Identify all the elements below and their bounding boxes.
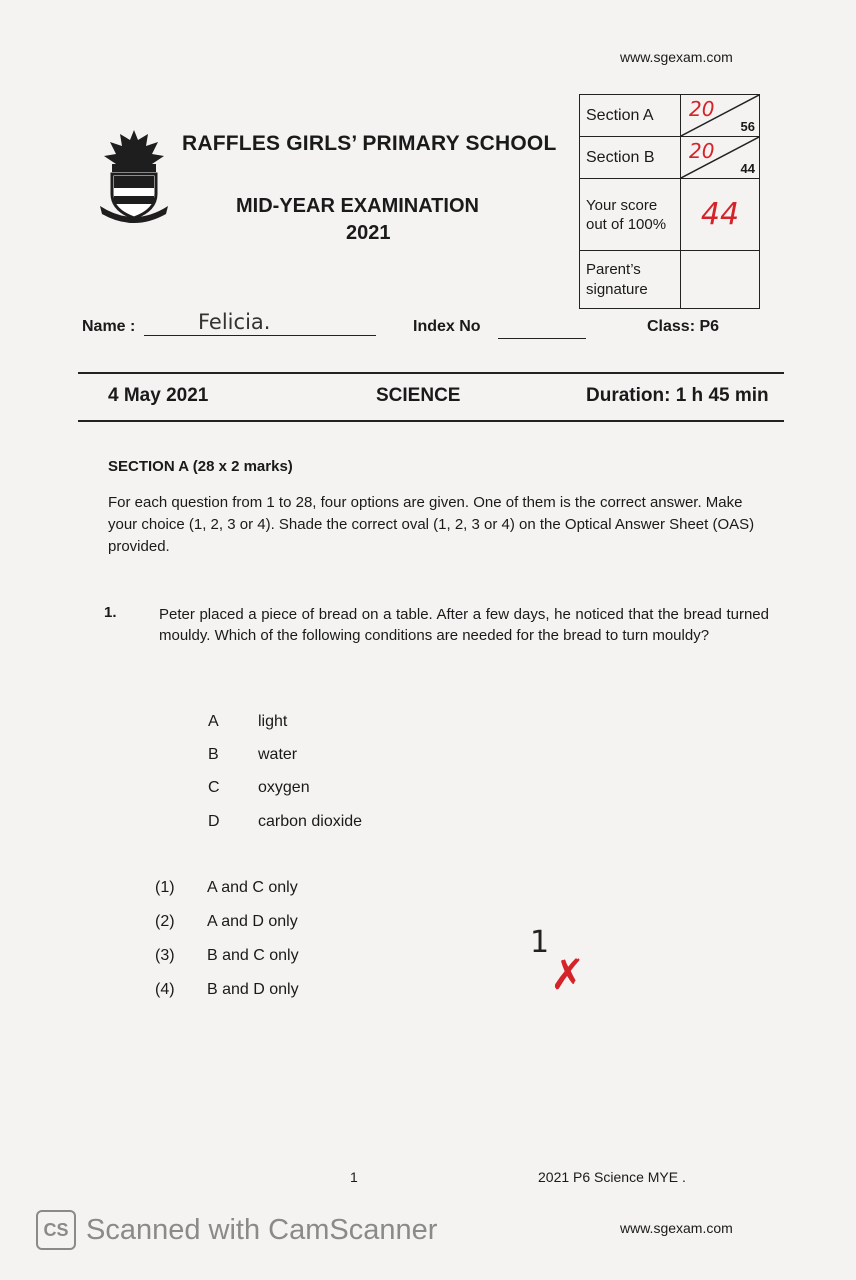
exam-title: MID-YEAR EXAMINATION [236, 195, 479, 217]
exam-duration: Duration: 1 h 45 min [586, 385, 769, 406]
score-row-signature [580, 251, 760, 309]
exam-subject: SCIENCE [376, 385, 461, 406]
index-line [498, 338, 586, 339]
parent-signature-label: Parent’s signature [580, 251, 681, 309]
option-text: A and C only [207, 879, 298, 896]
section-a-title: SECTION A (28 x 2 marks) [108, 458, 293, 475]
condition-text: oxygen [258, 779, 310, 796]
name-line [144, 335, 376, 336]
name-label: Name : [82, 318, 136, 335]
camscanner-text: Scanned with CamScanner [86, 1213, 438, 1246]
score-row-section-a [580, 95, 760, 137]
condition-text: light [258, 713, 288, 730]
section-a-max: 56 [740, 119, 755, 134]
bottom-rule [78, 420, 784, 422]
school-crest-logo [98, 128, 170, 228]
option-number: (2) [155, 913, 175, 930]
condition-letter: A [208, 713, 219, 730]
exam-date: 4 May 2021 [108, 385, 209, 406]
option-number: (1) [155, 879, 175, 896]
question-number: 1. [104, 604, 117, 621]
condition-text: water [258, 746, 298, 763]
option-text: B and C only [207, 947, 299, 964]
school-name: RAFFLES GIRLS’ PRIMARY SCHOOL [182, 132, 557, 155]
camscanner-watermark [36, 1210, 437, 1250]
class-label: Class: P6 [647, 318, 720, 335]
option-text: B and D only [207, 981, 299, 998]
wrong-mark-icon: ✗ [550, 950, 586, 999]
condition-text: carbon dioxide [258, 813, 363, 830]
website-top: www.sgexam.com [620, 49, 733, 65]
section-b-label: Section B [580, 137, 681, 179]
section-b-score-cell [681, 137, 760, 179]
condition-letter: C [208, 779, 220, 796]
question-text: Peter placed a piece of bread on a table. After a few days, he noticed that the bread turned mouldy. Which of the following conditions are needed for the bread to turn mouldy? [159, 606, 769, 644]
section-a-instructions: For each question from 1 to 28, four options are given. One of them is the correct answer. Make your choice (1, 2, 3 or 4). Shade the correct oval (1, 2, 3 or 4) on the Optical Answer Sheet (OAS) provided. [108, 494, 755, 555]
section-a-label: Section A [580, 95, 681, 137]
camscanner-logo-icon: CS [36, 1210, 76, 1250]
index-label: Index No [413, 318, 481, 335]
score-row-total [580, 179, 760, 251]
section-a-score: 20 [689, 97, 715, 121]
total-label: Your score out of 100% [580, 179, 681, 251]
handwritten-answer: 1 [530, 925, 550, 960]
total-score-cell [681, 179, 760, 251]
total-score: 44 [700, 197, 740, 232]
condition-letter: B [208, 746, 219, 763]
option-number: (4) [155, 981, 175, 998]
website-bottom: www.sgexam.com [620, 1220, 733, 1236]
option-number: (3) [155, 947, 175, 964]
score-row-section-b [580, 137, 760, 179]
option-text: A and D only [207, 913, 298, 930]
section-a-score-cell [681, 95, 760, 137]
student-name: Felicia. [198, 310, 271, 334]
exam-year: 2021 [346, 222, 391, 244]
parent-signature-field [681, 251, 760, 309]
section-b-max: 44 [740, 161, 755, 176]
score-table [579, 94, 760, 309]
page-number: 1 [350, 1169, 358, 1185]
top-rule [78, 372, 784, 374]
document-code: 2021 P6 Science MYE . [538, 1169, 686, 1185]
section-b-score: 20 [689, 139, 715, 163]
condition-letter: D [208, 813, 220, 830]
